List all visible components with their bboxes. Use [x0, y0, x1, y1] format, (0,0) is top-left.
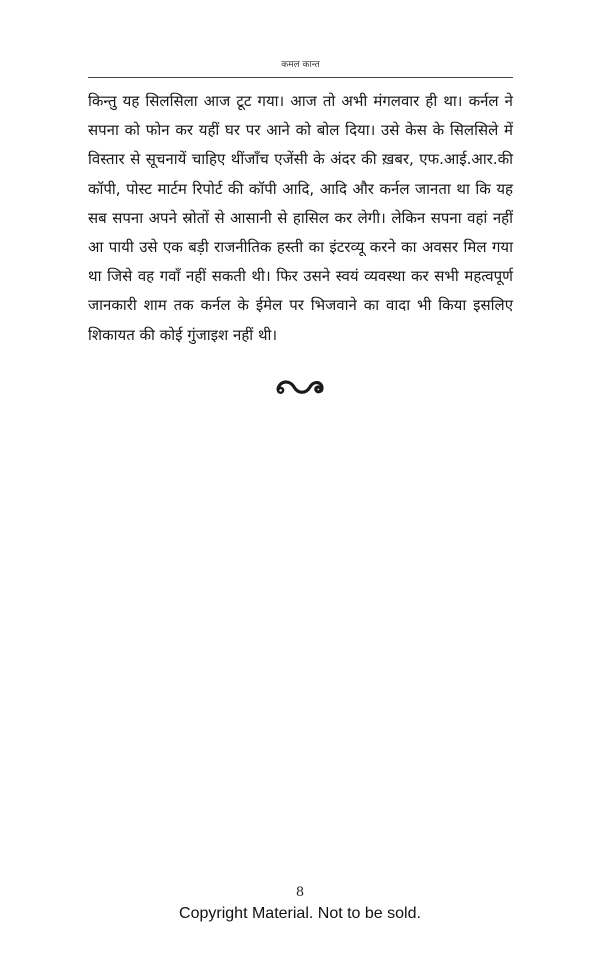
header-divider [88, 77, 513, 78]
swash-ornament-icon [270, 372, 330, 402]
body-paragraph: किन्तु यह सिलसिला आज टूट गया। आज तो अभी मंगलवार ही था। कर्नल ने सपना को फोन कर यहीं घर पर आने को बोल दिया। उसे केस के सिलसिले में विस्तार से सूचनायें चाहिए थींजाँच एजेंसी के अंदर की ख़बर, एफ.आई.आर.की कॉपी, पोस्ट मार्टम रिपोर्ट की कॉपी आदि, आदि और कर्नल जानता था कि यह सब सपना अपने स्रोतों से आसानी से हासिल कर लेगी। लेकिन सपना वहां नहीं आ पायी उसे एक बड़ी राजनीतिक हस्ती का इंटरव्यू करने का अवसर मिल गया था जिसे वह गवाँ नहीं सकती थी। फिर उसने स्वयं व्यवस्था कर सभी महत्वपूर्ण जानकारी शाम तक कर्नल के ईमेल पर भिजवाने का वादा भी किया इसलिए शिकायत की कोई गुंजाइश नहीं थी। [88, 92, 513, 344]
copyright-notice: Copyright Material. Not to be sold. [179, 905, 421, 922]
page-number: 8 [295, 885, 305, 900]
running-header-title: कमल कान्त [281, 60, 320, 70]
